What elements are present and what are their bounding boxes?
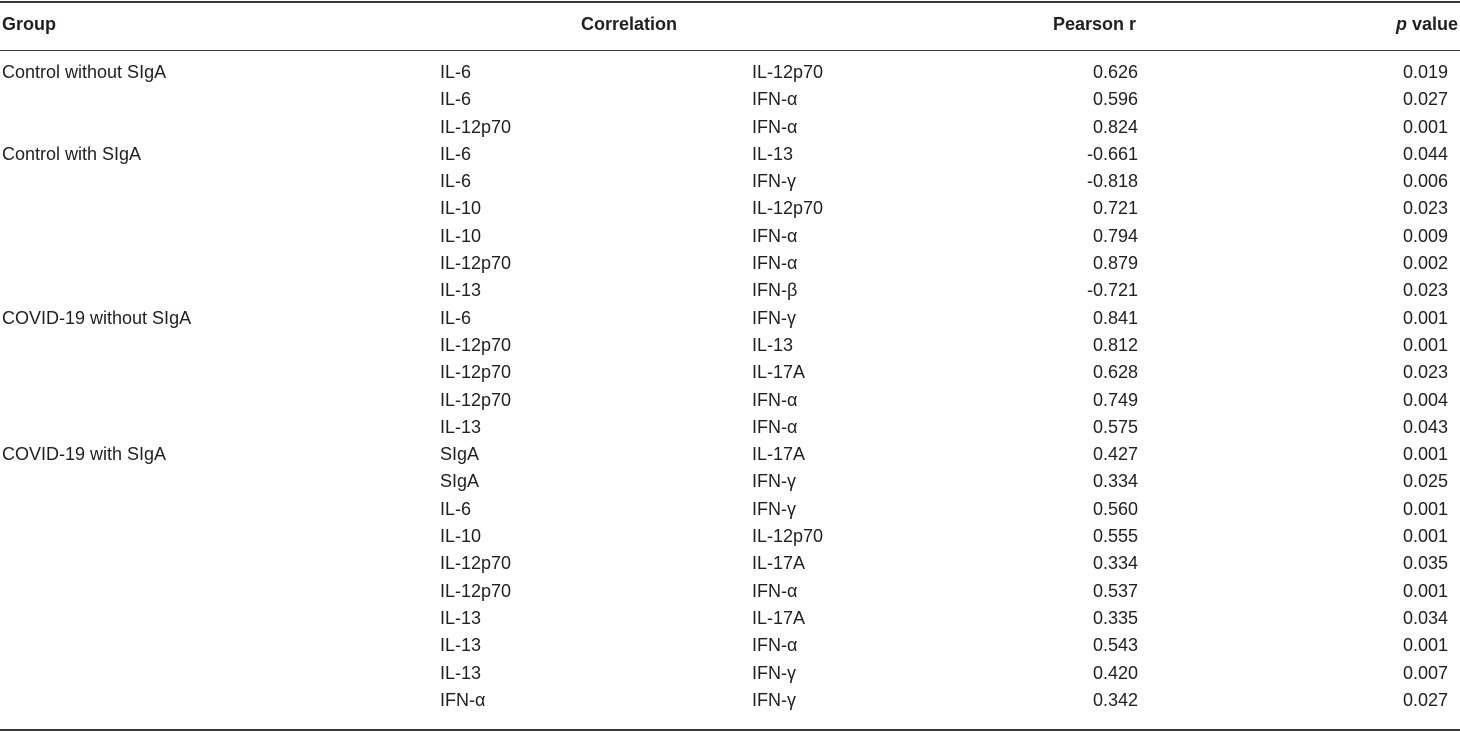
variable-b-cell: IL-17A bbox=[752, 444, 806, 465]
header-group: Group bbox=[2, 14, 56, 34]
p-value-cell: 0.001 bbox=[1402, 334, 1448, 355]
variable-a-cell: IFN-α bbox=[440, 689, 486, 710]
variable-b-cell: IFN-γ bbox=[752, 307, 796, 328]
variable-a-cell: IL-12p70 bbox=[440, 334, 512, 355]
table-row bbox=[0, 581, 1460, 608]
pearson-r-cell: 0.626 bbox=[1092, 62, 1138, 82]
table-row bbox=[0, 89, 1460, 116]
p-value-cell: 0.023 bbox=[1402, 280, 1448, 301]
header-correlation: Correlation bbox=[581, 14, 678, 34]
pearson-r-cell: 0.824 bbox=[1092, 116, 1138, 137]
p-value-cell: 0.001 bbox=[1402, 580, 1448, 601]
p-value-cell: 0.007 bbox=[1402, 662, 1448, 683]
table-row bbox=[0, 635, 1460, 662]
variable-a-cell: IL-12p70 bbox=[440, 116, 512, 137]
table-row bbox=[0, 280, 1460, 307]
pearson-r-cell: 0.841 bbox=[1092, 307, 1138, 328]
header-rule bbox=[0, 50, 1460, 51]
pearson-r-cell: 0.342 bbox=[1092, 689, 1138, 710]
table-row bbox=[0, 253, 1460, 280]
pearson-r-cell: 0.721 bbox=[1092, 198, 1138, 219]
table-row bbox=[0, 526, 1460, 553]
pearson-r-cell: -0.818 bbox=[1086, 171, 1138, 192]
table-row bbox=[0, 663, 1460, 690]
group-cell: Control without SIgA bbox=[2, 62, 167, 82]
pearson-r-cell: 0.335 bbox=[1092, 607, 1138, 628]
table-row bbox=[0, 144, 1460, 171]
variable-a-cell: SIgA bbox=[440, 444, 480, 465]
variable-a-cell: IL-10 bbox=[440, 225, 482, 246]
pearson-r-cell: 0.427 bbox=[1092, 444, 1138, 465]
table-row bbox=[0, 308, 1460, 335]
variable-b-cell: IL-17A bbox=[752, 607, 806, 628]
variable-a-cell: IL-12p70 bbox=[440, 362, 512, 383]
table-row bbox=[0, 690, 1460, 717]
p-value-cell: 0.023 bbox=[1402, 198, 1448, 219]
table-row bbox=[0, 62, 1460, 89]
variable-b-cell: IFN-γ bbox=[752, 171, 796, 192]
table-row bbox=[0, 444, 1460, 471]
variable-b-cell: IFN-α bbox=[752, 253, 798, 274]
p-value-cell: 0.044 bbox=[1402, 143, 1448, 164]
pearson-r-cell: 0.420 bbox=[1092, 662, 1138, 683]
variable-b-cell: IFN-α bbox=[752, 225, 798, 246]
variable-a-cell: IL-13 bbox=[440, 607, 482, 628]
variable-b-cell: IFN-γ bbox=[752, 662, 796, 683]
variable-a-cell: IL-10 bbox=[440, 198, 482, 219]
table-row bbox=[0, 608, 1460, 635]
p-value-cell: 0.001 bbox=[1402, 116, 1448, 137]
table-body bbox=[0, 62, 1460, 717]
variable-b-cell: IFN-α bbox=[752, 416, 798, 437]
variable-a-cell: IL-6 bbox=[440, 89, 472, 110]
variable-b-cell: IFN-β bbox=[752, 280, 798, 301]
pearson-r-cell: 0.749 bbox=[1092, 389, 1138, 410]
table-row bbox=[0, 390, 1460, 417]
variable-a-cell: IL-12p70 bbox=[440, 389, 512, 410]
variable-a-cell: IL-13 bbox=[440, 635, 482, 656]
variable-a-cell: IL-10 bbox=[440, 526, 482, 547]
p-value-cell: 0.025 bbox=[1402, 471, 1448, 492]
variable-a-cell: IL-12p70 bbox=[440, 253, 512, 274]
variable-a-cell: IL-6 bbox=[440, 62, 472, 82]
p-value-cell: 0.035 bbox=[1402, 553, 1448, 574]
pearson-r-cell: -0.721 bbox=[1086, 280, 1138, 301]
bottom-rule bbox=[0, 729, 1460, 731]
table-row bbox=[0, 417, 1460, 444]
p-value-cell: 0.001 bbox=[1402, 498, 1448, 519]
group-cell: Control with SIgA bbox=[2, 143, 142, 164]
pearson-r-cell: 0.334 bbox=[1092, 471, 1138, 492]
variable-b-cell: IL-13 bbox=[752, 334, 794, 355]
variable-a-cell: IL-6 bbox=[440, 307, 472, 328]
p-value-cell: 0.001 bbox=[1402, 635, 1448, 656]
p-value-cell: 0.034 bbox=[1402, 607, 1448, 628]
variable-b-cell: IL-12p70 bbox=[752, 62, 824, 82]
variable-a-cell: IL-13 bbox=[440, 416, 482, 437]
variable-b-cell: IL-12p70 bbox=[752, 526, 824, 547]
pearson-r-cell: 0.334 bbox=[1092, 553, 1138, 574]
variable-b-cell: IL-17A bbox=[752, 362, 806, 383]
p-value-cell: 0.004 bbox=[1402, 389, 1448, 410]
p-value-cell: 0.001 bbox=[1402, 526, 1448, 547]
variable-b-cell: IL-12p70 bbox=[752, 198, 824, 219]
pearson-r-cell: 0.628 bbox=[1092, 362, 1138, 383]
table-row bbox=[0, 117, 1460, 144]
pearson-r-cell: 0.543 bbox=[1092, 635, 1138, 656]
variable-b-cell: IFN-α bbox=[752, 635, 798, 656]
p-value-cell: 0.043 bbox=[1402, 416, 1448, 437]
pearson-r-cell: 0.575 bbox=[1092, 416, 1138, 437]
variable-b-cell: IFN-γ bbox=[752, 689, 796, 710]
p-value-cell: 0.001 bbox=[1402, 307, 1448, 328]
p-value-cell: 0.027 bbox=[1402, 89, 1448, 110]
p-value-cell: 0.001 bbox=[1402, 444, 1448, 465]
variable-b-cell: IFN-α bbox=[752, 389, 798, 410]
table-row bbox=[0, 499, 1460, 526]
pearson-r-cell: 0.794 bbox=[1092, 225, 1138, 246]
p-value-cell: 0.027 bbox=[1402, 689, 1448, 710]
variable-a-cell: IL-6 bbox=[440, 498, 472, 519]
top-rule bbox=[0, 1, 1460, 3]
table-header bbox=[0, 14, 1460, 42]
pearson-r-cell: 0.812 bbox=[1092, 334, 1138, 355]
p-value-cell: 0.006 bbox=[1402, 171, 1448, 192]
variable-a-cell: IL-12p70 bbox=[440, 580, 512, 601]
variable-b-cell: IL-17A bbox=[752, 553, 806, 574]
variable-a-cell: IL-6 bbox=[440, 171, 472, 192]
group-cell: COVID-19 with SIgA bbox=[2, 444, 167, 465]
header-p-italic: p bbox=[1395, 14, 1407, 34]
variable-b-cell: IFN-α bbox=[752, 89, 798, 110]
table-row bbox=[0, 226, 1460, 253]
p-value-cell: 0.023 bbox=[1402, 362, 1448, 383]
pearson-r-cell: 0.596 bbox=[1092, 89, 1138, 110]
pearson-r-cell: 0.555 bbox=[1092, 526, 1138, 547]
pearson-r-cell: 0.879 bbox=[1092, 253, 1138, 274]
p-value-cell: 0.019 bbox=[1402, 62, 1448, 82]
pearson-r-cell: 0.537 bbox=[1092, 580, 1138, 601]
header-p-value bbox=[1396, 14, 1458, 35]
variable-b-cell: IFN-α bbox=[752, 116, 798, 137]
variable-a-cell: SIgA bbox=[440, 471, 480, 492]
p-value-cell: 0.002 bbox=[1402, 253, 1448, 274]
pearson-r-cell: 0.560 bbox=[1092, 498, 1138, 519]
variable-b-cell: IFN-α bbox=[752, 580, 798, 601]
variable-b-cell: IFN-γ bbox=[752, 498, 796, 519]
table-row bbox=[0, 471, 1460, 498]
variable-a-cell: IL-12p70 bbox=[440, 553, 512, 574]
variable-b-cell: IFN-γ bbox=[752, 471, 796, 492]
header-pearson-r: Pearson r bbox=[1052, 14, 1136, 34]
p-value-cell: 0.009 bbox=[1402, 225, 1448, 246]
variable-a-cell: IL-13 bbox=[440, 280, 482, 301]
group-cell: COVID-19 without SIgA bbox=[2, 307, 192, 328]
variable-b-cell: IL-13 bbox=[752, 143, 794, 164]
table-row bbox=[0, 335, 1460, 362]
table-row bbox=[0, 171, 1460, 198]
table-row bbox=[0, 198, 1460, 225]
header-p-rest: value bbox=[1406, 14, 1458, 34]
table-row bbox=[0, 362, 1460, 389]
variable-a-cell: IL-13 bbox=[440, 662, 482, 683]
table-row bbox=[0, 553, 1460, 580]
variable-a-cell: IL-6 bbox=[440, 143, 472, 164]
pearson-r-cell: -0.661 bbox=[1086, 143, 1138, 164]
